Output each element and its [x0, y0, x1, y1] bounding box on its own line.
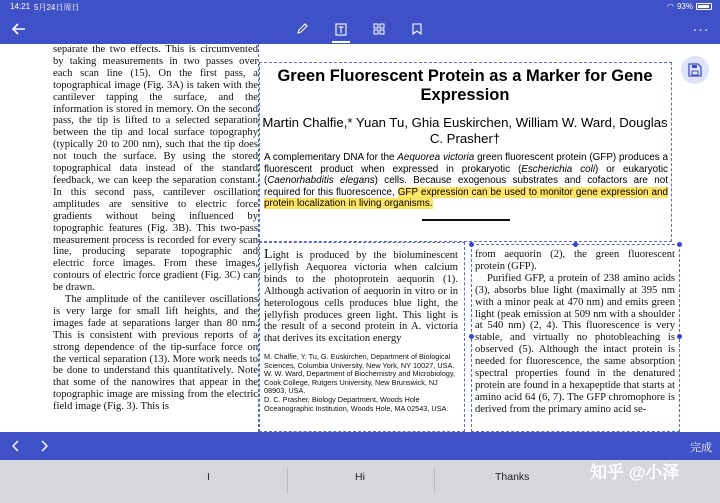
grid-view-button[interactable]: [366, 16, 392, 42]
right-column-text: [475, 249, 675, 416]
battery-icon: [696, 3, 712, 10]
save-button[interactable]: [681, 56, 709, 84]
article-authors: Martin Chalfie,* Yuan Tu, Ghia Euskirchen, William W. Ward, Douglas C. Prasher†: [262, 115, 668, 146]
suggestion-divider: [434, 468, 435, 494]
document-page[interactable]: [0, 44, 720, 432]
watermark-text: 知乎 @小泽: [590, 463, 680, 482]
bookmark-button[interactable]: [404, 16, 430, 42]
selection-navigation-bar: [0, 432, 720, 460]
status-date: 5月24日周日: [34, 3, 80, 12]
right-paragraph-1: from aequorin (2), the green fluorescent protein (GFP).: [475, 249, 675, 272]
left-column-text: [53, 44, 258, 413]
active-tool-indicator: [332, 41, 350, 43]
grid-icon: [373, 23, 385, 35]
article-abstract: A complementary DNA for the Aequorea victoria green fluorescent protein (GFP) produces a fluorescent product when expressed in prokaryotic (Escherichia coli) or eukaryotic (Caenorhabditis elegans) cells. Because exogenous substrates and cofactors are not required for this fluorescence, GFP expression can be used to monitor gene expression and protein localization in living organisms.: [264, 152, 668, 210]
pen-tool-button[interactable]: [289, 16, 315, 42]
status-time: 14:21: [10, 2, 31, 11]
selection-handle-mid-right[interactable]: [677, 334, 682, 339]
suggestion-2[interactable]: Hi: [355, 471, 365, 483]
status-battery: [667, 2, 712, 11]
selection-handle-mid-left[interactable]: [469, 334, 474, 339]
selection-handle-top-mid[interactable]: [573, 242, 578, 247]
affiliation-2: W. W. Ward, Department of Biochemistry and Microbiology, Cook College, Rutgers University, New Brunswick, NJ 08903, USA.: [264, 369, 455, 396]
left-paragraph-2: The amplitude of the cantilever oscillations is very large for small lift heights, and the images fade at separations larger than 80 nm. This is consistent with previous reports of a strong dependence of the tip-surface force on the vertical separation (13). More work needs to be done to understand this quantitatively. Note that some of the nanowires that appear in the topographic image are missing from the electric field image (Fig. 3). This is: [53, 294, 258, 413]
more-menu-button[interactable]: ···: [692, 21, 710, 37]
dropcap-letter: L: [264, 247, 273, 262]
previous-button[interactable]: [6, 436, 26, 456]
save-icon: [688, 63, 702, 77]
affiliation-1: M. Chalfie, Y. Tu, G. Euskirchen, Department of Biological Sciences, Columbia University, New York, NY 10027, USA.: [264, 352, 455, 370]
author-affiliations: [264, 353, 458, 413]
text-tool-button[interactable]: [328, 16, 354, 42]
left-paragraph-1: separate the two effects. This is circumvented by taking measurements in two passes over each scan line (15). On the first pass, a topographical image (Fig. 3A) is taken with the cantilever tapping the surface, and the information is stored in memory. On the second pass, the tip is lifted to a selected separation between the tip and local surface topography (typically 20 to 200 nm), such that the tip does not touch the surface. By using the stored topographical data instead of the standard feedback, we can keep the separation constant. In this second pass, cantilever oscillation amplitudes are sensitive to electric force gradients without being influenced by topographic features (Fig. 3B). This two-pass measurement process is recorded for every scan line, producing separate topographic and electric force images. From these images, contours of electric force gradient (Fig. 3C) can be drawn.: [53, 44, 258, 294]
article-title: Green Fluorescent Protein as a Marker for Gene Expression: [277, 67, 653, 104]
bookmark-icon: [412, 23, 422, 35]
right-paragraph-2: Purified GFP, a protein of 238 amino acids (3), absorbs blue light (maximally at 395 nm with a minor peak at 470 nm) and emits green light (peak emission at 509 nm with a shoulder at 540 nm) (2, 4). This fluorescence is very stable, and virtually no photobleaching is observed (5). Although the intact protein is needed for fluorescence, the same absorption spectral properties found in the denatured protein are found in a hexapeptide that starts at amino acid 64 (6, 7). The GFP chromophore is derived from the primary amino acid se-: [475, 272, 675, 415]
wifi-icon: ◠: [667, 2, 674, 11]
battery-percent: 93%: [676, 2, 693, 11]
selection-handle-top-left[interactable]: [469, 242, 474, 247]
status-bar: [0, 0, 720, 14]
section-rule: [422, 219, 510, 221]
middle-column-text: Light is produced by the bioluminescent jellyfish Aequorea victoria when calcium binds to the photoprotein aequorin (1). Although activation of aequorin in vitro or in heterologous cells produces blue light, the jellyfish produces green light. This light is the result of a second protein in A. victoria that derives its excitation energy: [264, 247, 458, 345]
back-button[interactable]: [6, 16, 32, 42]
affiliation-3: D. C. Prasher, Biology Department, Woods Hole Oceanographic Institution, Woods Hole, MA 02543, USA.: [264, 394, 449, 413]
suggestion-1[interactable]: I: [207, 471, 210, 483]
suggestion-divider: [287, 468, 288, 494]
back-arrow-icon: [12, 23, 26, 35]
chevron-left-icon: [12, 440, 20, 452]
suggestion-3[interactable]: Thanks: [495, 471, 530, 483]
text-icon: [335, 23, 347, 36]
selection-handle-top-right[interactable]: [677, 242, 682, 247]
pen-icon: [296, 23, 308, 35]
done-button[interactable]: 完成: [690, 442, 712, 454]
highlighted-text[interactable]: GFP expression can be used to monitor gene expression and protein localization in living organisms.: [264, 186, 668, 210]
chevron-right-icon: [40, 440, 48, 452]
next-button[interactable]: [34, 436, 54, 456]
top-toolbar: [0, 0, 720, 44]
